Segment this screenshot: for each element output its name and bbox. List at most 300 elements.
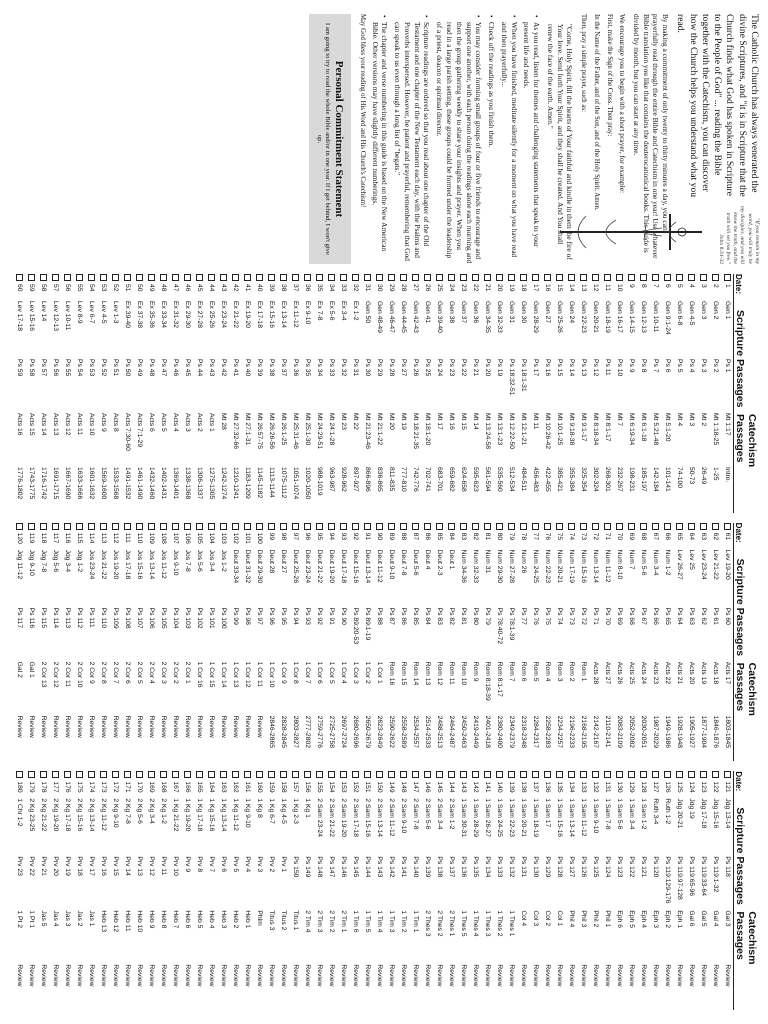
scripture-psalm: Ps 33 [328, 359, 335, 377]
day-number: 23 [460, 284, 467, 292]
reading-checkbox[interactable] [40, 771, 47, 778]
scripture-psalm: Ps 82 [448, 607, 455, 625]
reading-checkbox[interactable] [340, 771, 347, 778]
scripture-ot: 1 Kg 2-3 [292, 798, 299, 824]
reading-checkbox[interactable] [268, 274, 275, 281]
reading-checkbox[interactable] [64, 274, 71, 281]
scripture-ot: Jos 3-4 [208, 549, 215, 572]
catechism-range: 742-776 [412, 467, 419, 492]
reading-checkbox[interactable] [220, 274, 227, 281]
reading-checkbox[interactable] [220, 771, 227, 778]
scripture-ot: 1 Sam 5-6 [616, 798, 623, 830]
reading-checkbox[interactable] [700, 274, 707, 281]
date-header: Date: [734, 522, 743, 543]
reading-checkbox[interactable] [556, 523, 563, 530]
day-number: 178 [40, 781, 47, 793]
scripture-ot: Ruth 3-4 [652, 798, 659, 825]
day-number: 95 [316, 532, 323, 541]
reading-checkbox[interactable] [304, 274, 311, 281]
reading-checkbox[interactable] [448, 523, 455, 530]
day-number: 168 [160, 781, 167, 793]
step-one: First, make the Sign of the Cross. Then pray: [606, 14, 614, 137]
scripture-nt: 1 Thes 3 [484, 910, 491, 937]
reading-checkbox[interactable] [376, 771, 383, 778]
reading-checkbox[interactable] [412, 523, 419, 530]
scripture-psalm: Ps 118 [724, 856, 731, 877]
reading-checkbox[interactable] [676, 274, 683, 281]
intro-paragraph-2: By making a commitment of only twenty to thirty minutes a day, you can prayerfully read through the entire Bible and Catechism in one year! Use whatever Bible translation you like that contains the deuterocanonical books. This guide is divided by month, but you can start at any time. [631, 14, 671, 259]
scripture-nt: Heb 10 [136, 910, 143, 933]
reading-checkbox[interactable] [208, 274, 215, 281]
day-number: 26 [424, 284, 431, 292]
scripture-nt: Titus 1 [292, 910, 299, 931]
reading-checkbox[interactable] [592, 523, 599, 530]
scripture-nt: Mt 14 [472, 413, 479, 430]
reading-checkbox[interactable] [544, 771, 551, 778]
catechism-range: Review [196, 715, 203, 738]
catechism-range: 355-384 [568, 467, 575, 492]
scripture-nt: Gal 4 [712, 910, 719, 927]
table-row [445, 274, 457, 513]
reading-checkbox[interactable] [172, 771, 179, 778]
scripture-nt: Phil 3 [580, 910, 587, 928]
scripture-psalm: Ps 123 [616, 856, 623, 878]
reading-checkbox[interactable] [628, 771, 635, 778]
reading-checkbox[interactable] [400, 523, 407, 530]
table-row [25, 771, 37, 1010]
reading-checkbox[interactable] [472, 274, 479, 281]
reading-checkbox[interactable] [328, 771, 335, 778]
reading-checkbox[interactable] [268, 771, 275, 778]
reading-checkbox[interactable] [376, 523, 383, 530]
reading-checkbox[interactable] [148, 523, 155, 530]
reading-checkbox[interactable] [100, 771, 107, 778]
scripture-ot: Jos 11-12 [160, 549, 167, 579]
scripture-nt: Rom 8:18-39 [484, 661, 491, 701]
reading-checkbox[interactable] [724, 523, 731, 530]
reading-checkbox[interactable] [496, 274, 503, 281]
reading-checkbox[interactable] [508, 771, 515, 778]
reading-checkbox[interactable] [568, 523, 575, 530]
reading-checkbox[interactable] [28, 523, 35, 530]
table-row [385, 523, 397, 762]
reading-checkbox[interactable] [448, 771, 455, 778]
reading-checkbox[interactable] [304, 771, 311, 778]
scripture-ot: 1 Kg 8 [256, 798, 263, 818]
catechism-range: 385-421 [556, 467, 563, 492]
reading-checkbox[interactable] [292, 771, 299, 778]
reading-checkbox[interactable] [388, 523, 395, 530]
reading-checkbox[interactable] [496, 523, 503, 530]
reading-checkbox[interactable] [436, 274, 443, 281]
reading-checkbox[interactable] [184, 523, 191, 530]
reading-checkbox[interactable] [232, 274, 239, 281]
catechism-range: Review [724, 964, 731, 987]
reading-checkbox[interactable] [244, 771, 251, 778]
scripture-ot: Num 27-28 [508, 549, 515, 584]
scripture-ot: 1 Sam 7-8 [604, 798, 611, 830]
reading-checkbox[interactable] [256, 523, 263, 530]
scripture-psalm: Ps 101 [208, 607, 215, 629]
reading-checkbox[interactable] [724, 771, 731, 778]
scripture-ot: Lev 21-22 [712, 549, 719, 580]
table-row [661, 771, 673, 1010]
scripture-nt: 1 Thes 1 [508, 910, 515, 937]
reading-checkbox[interactable] [388, 274, 395, 281]
reading-checkbox[interactable] [568, 274, 575, 281]
reading-checkbox[interactable] [160, 523, 167, 530]
scripture-psalm: Prv 5 [232, 856, 239, 873]
catechism-range: Review [508, 964, 515, 987]
intro-panel [8, 14, 760, 264]
scripture-nt: Eph 1 [676, 910, 683, 928]
reading-checkbox[interactable] [76, 274, 83, 281]
scripture-ot: 1 Kg 11-12 [232, 798, 239, 831]
reading-checkbox[interactable] [676, 523, 683, 530]
reading-checkbox[interactable] [688, 274, 695, 281]
reading-checkbox[interactable] [664, 523, 671, 530]
reading-checkbox[interactable] [112, 523, 119, 530]
day-number: 31 [364, 284, 371, 292]
reading-checkbox[interactable] [580, 771, 587, 778]
reading-checkbox[interactable] [412, 274, 419, 281]
reading-checkbox[interactable] [712, 523, 719, 530]
reading-checkbox[interactable] [700, 771, 707, 778]
reading-checkbox[interactable] [352, 523, 359, 530]
reading-checkbox[interactable] [532, 771, 539, 778]
reading-checkbox[interactable] [424, 771, 431, 778]
scripture-psalm: Ps 15 [556, 359, 563, 377]
scripture-nt: 2 Tim 4 [304, 910, 311, 933]
reading-checkbox[interactable] [256, 771, 263, 778]
reading-checkbox[interactable] [664, 274, 671, 281]
reading-checkbox[interactable] [472, 771, 479, 778]
day-number: 64 [688, 532, 695, 541]
reading-checkbox[interactable] [652, 523, 659, 530]
reading-checkbox[interactable] [364, 771, 371, 778]
reading-checkbox[interactable] [484, 771, 491, 778]
reading-checkbox[interactable] [16, 771, 23, 778]
catechism-range: 2488-2513 [436, 715, 443, 748]
scripture-nt: Mt 27:32-66 [232, 413, 239, 450]
table-row [673, 274, 685, 513]
scripture-nt: 2 Tim 2 [328, 910, 335, 933]
reading-checkbox[interactable] [460, 274, 467, 281]
reading-checkbox[interactable] [148, 771, 155, 778]
reading-checkbox[interactable] [244, 523, 251, 530]
reading-checkbox[interactable] [700, 523, 707, 530]
reading-checkbox[interactable] [304, 523, 311, 530]
reading-checkbox[interactable] [88, 523, 95, 530]
reading-checkbox[interactable] [64, 523, 71, 530]
reading-checkbox[interactable] [568, 771, 575, 778]
reading-checkbox[interactable] [100, 274, 107, 281]
scripture-psalm: Ps 122 [628, 856, 635, 878]
scripture-ot: 1 Kg 17-18 [196, 798, 203, 832]
reading-checkbox[interactable] [16, 274, 23, 281]
scripture-psalm: Ps 80 [472, 607, 479, 625]
reading-checkbox[interactable] [640, 274, 647, 281]
reading-checkbox[interactable] [424, 274, 431, 281]
reading-checkbox[interactable] [412, 771, 419, 778]
reading-checkbox[interactable] [580, 523, 587, 530]
scripture-psalm: Ps 7 [652, 359, 659, 373]
reading-checkbox[interactable] [616, 274, 623, 281]
reading-checkbox[interactable] [400, 771, 407, 778]
reading-checkbox[interactable] [436, 523, 443, 530]
scripture-psalm: Ps 54 [76, 359, 83, 377]
reading-checkbox[interactable] [88, 771, 95, 778]
reading-checkbox[interactable] [628, 523, 635, 530]
reading-checkbox[interactable] [544, 274, 551, 281]
reading-checkbox[interactable] [292, 523, 299, 530]
table-row [637, 274, 649, 513]
reading-checkbox[interactable] [316, 771, 323, 778]
reading-checkbox[interactable] [508, 274, 515, 281]
reading-checkbox[interactable] [652, 274, 659, 281]
scripture-ot: Gen 25-26 [556, 301, 563, 333]
reading-checkbox[interactable] [724, 274, 731, 281]
scripture-psalm: Prv 19 [64, 856, 71, 876]
reading-checkbox[interactable] [160, 771, 167, 778]
catechism-range: Review [412, 964, 419, 987]
scripture-ot: Jos 1-2 [220, 549, 227, 572]
table-row [529, 523, 541, 762]
scripture-nt: Mt 1:18-25 [712, 413, 719, 446]
scripture-psalm: Ps 106 [148, 607, 155, 629]
reading-checkbox[interactable] [676, 771, 683, 778]
scripture-psalm: Ps 100 [220, 607, 227, 629]
reading-checkbox[interactable] [688, 523, 695, 530]
day-number: 19 [508, 284, 515, 292]
reading-checkbox[interactable] [136, 771, 143, 778]
reading-checkbox[interactable] [388, 771, 395, 778]
reading-checkbox[interactable] [160, 274, 167, 281]
scripture-psalm: Ps 35 [304, 359, 311, 377]
reading-checkbox[interactable] [136, 274, 143, 281]
quote-reference: John 8:31-32 [717, 234, 724, 264]
reading-checkbox[interactable] [364, 523, 371, 530]
scripture-psalm: Ps 42 [220, 359, 227, 377]
day-number: 34 [328, 284, 335, 292]
reading-checkbox[interactable] [172, 523, 179, 530]
scripture-ot: 2 Sam 9-10 [400, 798, 407, 834]
reading-checkbox[interactable] [316, 274, 323, 281]
day-number: 43 [220, 284, 227, 292]
table-row [157, 771, 169, 1010]
reading-checkbox[interactable] [172, 274, 179, 281]
reading-checkbox[interactable] [184, 274, 191, 281]
scripture-nt: Mt 6:1-18 [640, 413, 647, 442]
scripture-nt: 1 Tim 6 [352, 910, 359, 933]
scripture-psalm: Ps 34 [316, 359, 323, 377]
table-row [577, 523, 589, 762]
scripture-psalm: Ps 8 [640, 359, 647, 373]
reading-checkbox[interactable] [196, 523, 203, 530]
reading-checkbox[interactable] [112, 274, 119, 281]
reading-checkbox[interactable] [712, 274, 719, 281]
reading-checkbox[interactable] [532, 523, 539, 530]
scripture-ot: 1 Kg 9-10 [244, 798, 251, 828]
reading-checkbox[interactable] [544, 523, 551, 530]
reading-checkbox[interactable] [592, 771, 599, 778]
scripture-ot: Lev 19-20 [724, 549, 731, 580]
scripture-psalm: Prv 13 [136, 856, 143, 876]
table-row [721, 771, 733, 1010]
reading-checkbox[interactable] [616, 771, 623, 778]
reading-checkbox[interactable] [148, 274, 155, 281]
reading-checkbox[interactable] [436, 771, 443, 778]
reading-checkbox[interactable] [484, 274, 491, 281]
reading-checkbox[interactable] [280, 771, 287, 778]
scripture-psalm: Ps 67 [640, 607, 647, 625]
reading-checkbox[interactable] [616, 523, 623, 530]
day-number: 108 [160, 532, 167, 544]
day-number: 150 [376, 781, 383, 793]
day-number: 109 [148, 532, 155, 544]
reading-checkbox[interactable] [28, 771, 35, 778]
table-row [121, 771, 133, 1010]
scripture-nt: Rom 10 [460, 661, 467, 686]
reading-checkbox[interactable] [580, 274, 587, 281]
scripture-nt: Mt 1:17 [724, 413, 731, 436]
reading-checkbox[interactable] [688, 771, 695, 778]
reading-checkbox[interactable] [244, 274, 251, 281]
reading-checkbox[interactable] [592, 274, 599, 281]
reading-checkbox[interactable] [604, 523, 611, 530]
reading-checkbox[interactable] [520, 771, 527, 778]
scripture-psalm: Ps 13 [580, 359, 587, 377]
scripture-ot: Lev 15-16 [28, 301, 35, 332]
reading-checkbox[interactable] [268, 523, 275, 530]
reading-checkbox[interactable] [196, 274, 203, 281]
table-row [517, 523, 529, 762]
scripture-psalm: Prv 14 [124, 856, 131, 876]
reading-checkbox[interactable] [292, 274, 299, 281]
reading-checkbox[interactable] [184, 771, 191, 778]
reading-checkbox[interactable] [52, 274, 59, 281]
reading-checkbox[interactable] [652, 771, 659, 778]
day-number: 21 [484, 284, 491, 292]
reading-checkbox[interactable] [316, 523, 323, 530]
reading-checkbox[interactable] [196, 771, 203, 778]
reading-checkbox[interactable] [28, 274, 35, 281]
day-number: 14 [568, 284, 575, 292]
table-row [205, 523, 217, 762]
scripture-psalm: Prv 23 [16, 856, 23, 876]
scripture-nt: Mt 19 [400, 413, 407, 430]
reading-checkbox[interactable] [280, 523, 287, 530]
reading-checkbox[interactable] [352, 274, 359, 281]
reading-checkbox[interactable] [40, 523, 47, 530]
reading-checkbox[interactable] [88, 274, 95, 281]
reading-checkbox[interactable] [16, 523, 23, 530]
reading-checkbox[interactable] [124, 771, 131, 778]
reading-checkbox[interactable] [232, 523, 239, 530]
scripture-psalm: Ps 119:97-128 [676, 856, 683, 900]
reading-checkbox[interactable] [400, 274, 407, 281]
scripture-nt: 1 Tim 1 [412, 910, 419, 933]
reading-checkbox[interactable] [52, 523, 59, 530]
reading-checkbox[interactable] [604, 274, 611, 281]
reading-checkbox[interactable] [124, 274, 131, 281]
reading-checkbox[interactable] [520, 523, 527, 530]
reading-checkbox[interactable] [628, 274, 635, 281]
reading-checkbox[interactable] [520, 274, 527, 281]
day-number: 121 [724, 781, 731, 793]
table-row [289, 771, 301, 1010]
scripture-ot: Num 29-30 [496, 549, 503, 584]
scripture-nt: 1 Cor 5 [328, 661, 335, 684]
catechism-range: Review [340, 964, 347, 987]
reading-checkbox[interactable] [352, 771, 359, 778]
reading-checkbox[interactable] [340, 274, 347, 281]
scripture-nt: Rom 8:1-17 [496, 661, 503, 697]
reading-checkbox[interactable] [256, 274, 263, 281]
reading-checkbox[interactable] [280, 274, 287, 281]
reading-checkbox[interactable] [100, 523, 107, 530]
reading-checkbox[interactable] [640, 523, 647, 530]
reading-checkbox[interactable] [328, 274, 335, 281]
reading-checkbox[interactable] [376, 274, 383, 281]
reading-checkbox[interactable] [424, 523, 431, 530]
reading-checkbox[interactable] [604, 771, 611, 778]
scripture-psalm: Ps 126 [580, 856, 587, 878]
reading-checkbox[interactable] [712, 771, 719, 778]
reading-checkbox[interactable] [640, 771, 647, 778]
reading-checkbox[interactable] [460, 523, 467, 530]
reading-checkbox[interactable] [664, 771, 671, 778]
scripture-psalm: Prv 12 [148, 856, 155, 876]
reading-checkbox[interactable] [112, 771, 119, 778]
day-number: 138 [520, 781, 527, 793]
reading-checkbox[interactable] [508, 523, 515, 530]
reading-checkbox[interactable] [64, 771, 71, 778]
reading-checkbox[interactable] [76, 771, 83, 778]
scripture-psalm: Ps 127 [568, 856, 575, 878]
scripture-psalm: Ps 19 [496, 359, 503, 377]
reading-checkbox[interactable] [484, 523, 491, 530]
reading-checkbox[interactable] [556, 274, 563, 281]
reading-checkbox[interactable] [496, 771, 503, 778]
reading-checkbox[interactable] [220, 523, 227, 530]
reading-checkbox[interactable] [208, 771, 215, 778]
scripture-ot: Gen 36 [472, 301, 479, 324]
scripture-psalm: Ps 119:33-64 [700, 856, 707, 896]
reading-checkbox[interactable] [556, 771, 563, 778]
reading-checkbox[interactable] [52, 771, 59, 778]
reading-checkbox[interactable] [460, 771, 467, 778]
table-row [301, 274, 313, 513]
day-number: 135 [556, 781, 563, 793]
reading-checkbox[interactable] [232, 771, 239, 778]
scripture-ot: Gen 32-33 [496, 301, 503, 333]
day-number: 111 [124, 532, 131, 543]
reading-checkbox[interactable] [76, 523, 83, 530]
reading-checkbox[interactable] [532, 274, 539, 281]
reading-checkbox[interactable] [124, 523, 131, 530]
table-row [433, 523, 445, 762]
reading-checkbox[interactable] [328, 523, 335, 530]
reading-checkbox[interactable] [448, 274, 455, 281]
reading-checkbox[interactable] [136, 523, 143, 530]
reading-checkbox[interactable] [340, 523, 347, 530]
scripture-ot: Num 31 [484, 549, 491, 574]
reading-checkbox[interactable] [40, 274, 47, 281]
reading-checkbox[interactable] [472, 523, 479, 530]
reading-checkbox[interactable] [364, 274, 371, 281]
reading-checkbox[interactable] [208, 523, 215, 530]
